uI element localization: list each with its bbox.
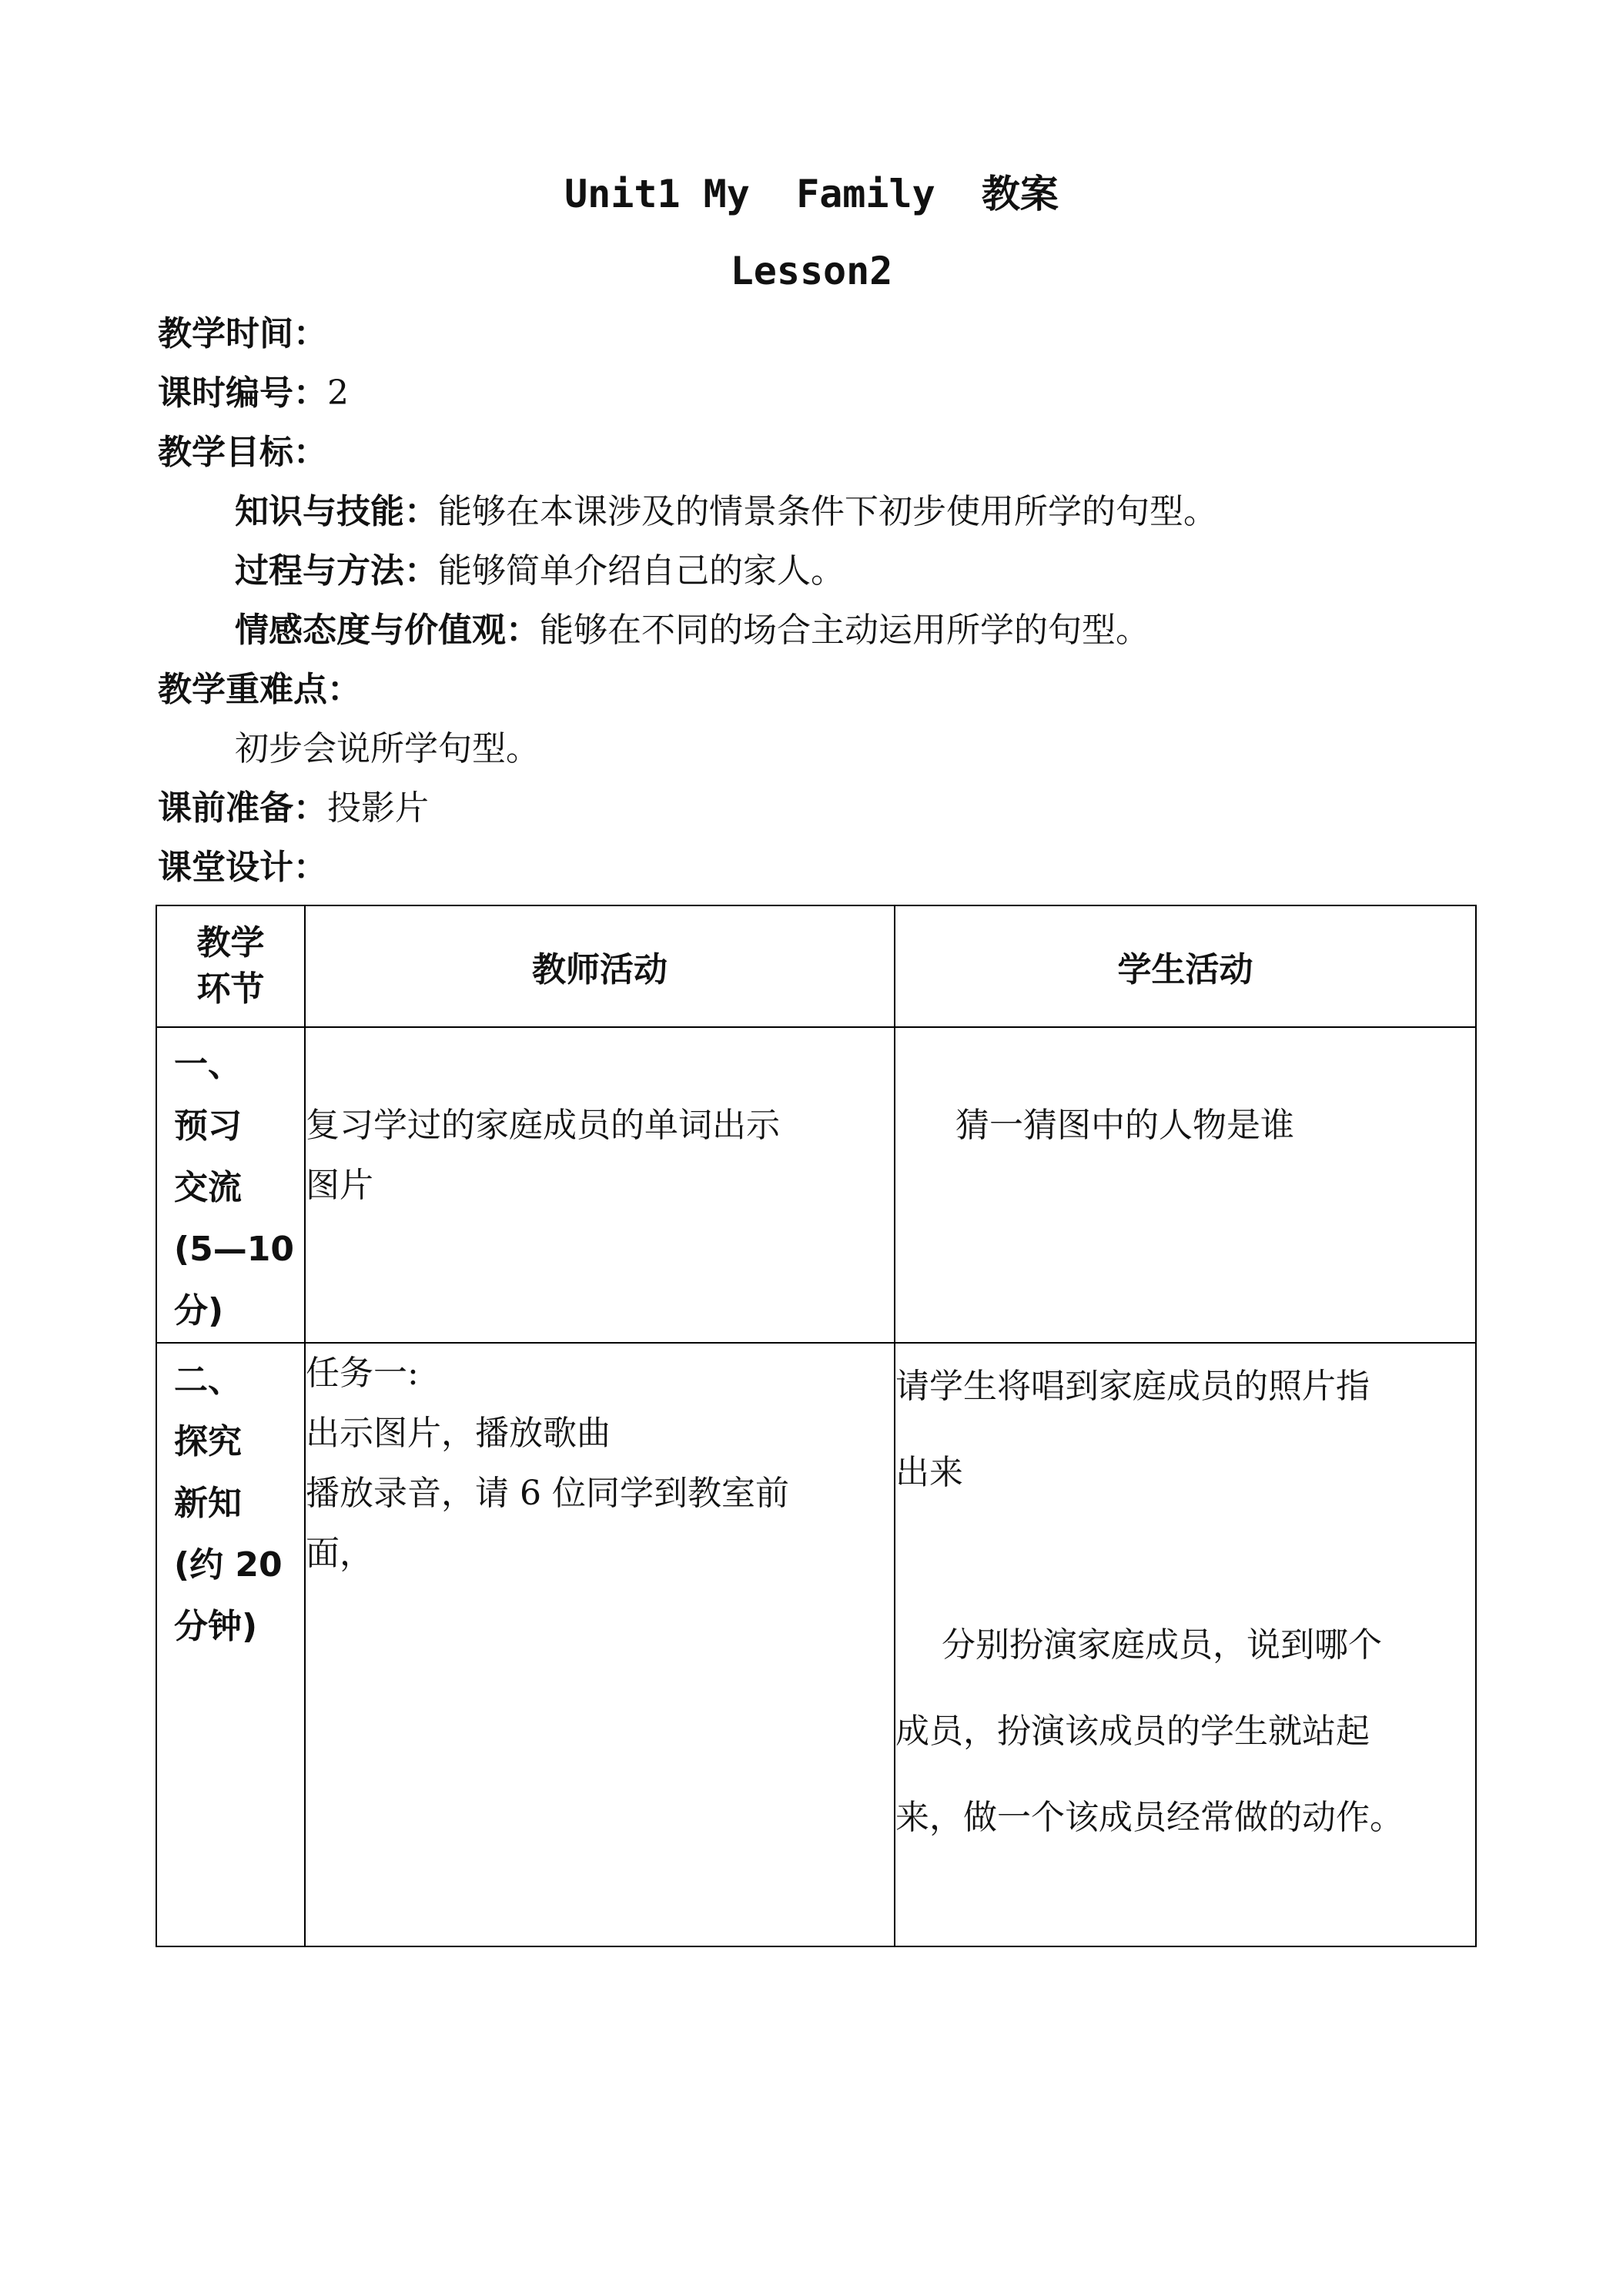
student-activity-spacer <box>895 1516 1475 1602</box>
teacher-activity-cell <box>305 1027 895 1343</box>
stage-line: (约 20 <box>174 1545 283 1585</box>
goal-process-line <box>235 548 845 594</box>
teacher-activity-line: 出示图片，播放歌曲 <box>306 1414 611 1453</box>
stage-cell <box>156 1027 305 1343</box>
table-row <box>156 1027 1476 1343</box>
teaching-goals-line <box>158 430 327 476</box>
table-header-row <box>156 905 1476 1027</box>
document-title: Unit1 My Family 教案 <box>564 172 1059 216</box>
goal-attitude-label: 情感态度与价值观： <box>235 611 540 650</box>
preparation-line <box>158 785 429 832</box>
goal-knowledge-text: 能够在本课涉及的情景条件下初步使用所学的句型。 <box>438 492 1217 531</box>
teaching-goals-label: 教学目标： <box>158 433 327 472</box>
student-activity-line: 成员，扮演该成员的学生就站起 <box>895 1712 1370 1751</box>
key-points-text: 初步会说所学句型。 <box>235 729 540 768</box>
teacher-activity-line: 面， <box>306 1534 373 1573</box>
student-activity-line: 请学生将唱到家庭成员的照片指 <box>895 1367 1370 1406</box>
stage-line: 预习 <box>174 1106 242 1146</box>
goal-knowledge-label: 知识与技能： <box>235 492 438 531</box>
teacher-activity-line: 播放录音，请 6 位同学到教室前 <box>306 1474 789 1513</box>
class-design-label: 课堂设计： <box>158 848 327 887</box>
stage-cell <box>156 1343 305 1946</box>
teaching-time-line <box>158 311 327 357</box>
teaching-time-label: 教学时间： <box>158 314 327 353</box>
preparation-label: 课前准备： <box>158 788 327 828</box>
student-activity-line: 分别扮演家庭成员，说到哪个 <box>942 1625 1382 1665</box>
stage-line: 分钟) <box>174 1607 258 1646</box>
student-activity-line: 猜一猜图中的人物是谁 <box>955 1106 1294 1145</box>
header-teacher-activity: 教师活动 <box>305 905 895 1027</box>
goal-process-text: 能够简单介绍自己的家人。 <box>438 551 845 591</box>
header-stage-line2: 环节 <box>196 969 265 1009</box>
stage-line: (5—10 <box>174 1230 294 1269</box>
header-stage-line1: 教学 <box>196 923 265 962</box>
class-design-line <box>158 845 327 891</box>
key-points-label: 教学重难点： <box>158 670 361 709</box>
goal-attitude-line <box>235 607 1149 654</box>
header-stage <box>156 905 305 1027</box>
table-row <box>156 1343 1476 1946</box>
header-student-activity: 学生活动 <box>895 905 1476 1027</box>
class-design-table <box>156 905 1477 1947</box>
student-activity-line: 出来 <box>895 1453 963 1492</box>
student-activity-line: 来，做一个该成员经常做的动作。 <box>895 1798 1404 1837</box>
teacher-activity-line: 复习学过的家庭成员的单词出示 <box>306 1106 780 1145</box>
stage-line: 二、 <box>174 1361 242 1400</box>
student-activity-cell <box>895 1343 1476 1946</box>
goal-process-label: 过程与方法： <box>235 551 438 591</box>
goal-knowledge-line <box>235 489 1217 535</box>
key-points-line <box>158 667 361 713</box>
key-points-text-line <box>235 726 540 772</box>
teacher-activity-line: 图片 <box>306 1166 373 1205</box>
student-activity-cell <box>895 1027 1476 1343</box>
stage-line: 新知 <box>174 1484 242 1523</box>
teacher-activity-line: 任务一: <box>306 1354 419 1393</box>
stage-line: 一、 <box>174 1045 242 1084</box>
document-subtitle: Lesson2 <box>730 249 893 293</box>
stage-line: 探究 <box>174 1422 242 1461</box>
teacher-activity-cell <box>305 1343 895 1946</box>
lesson-number-label: 课时编号： <box>158 373 327 413</box>
stage-line: 分) <box>174 1291 224 1330</box>
lesson-number-line <box>158 370 349 417</box>
stage-line: 交流 <box>174 1168 242 1207</box>
goal-attitude-text: 能够在不同的场合主动运用所学的句型。 <box>540 611 1149 650</box>
lesson-number-value: 2 <box>327 373 349 413</box>
preparation-value: 投影片 <box>327 788 429 828</box>
